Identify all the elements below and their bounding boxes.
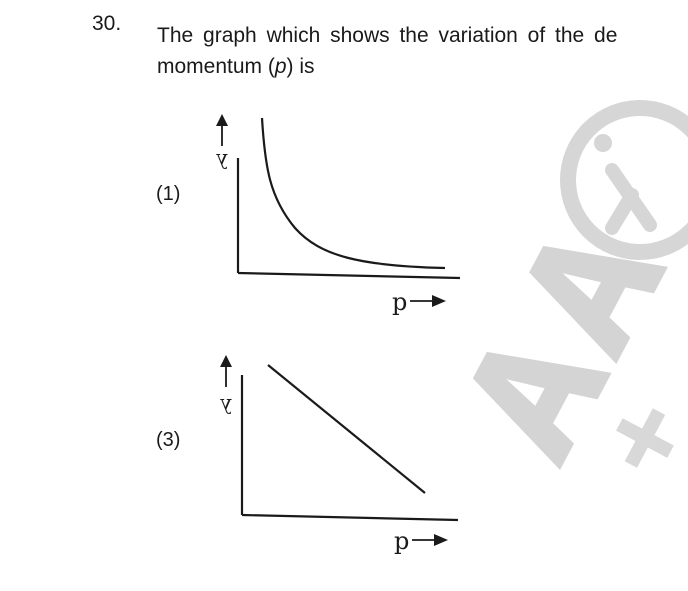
option-3-straight-line	[268, 365, 425, 493]
momentum-variable: p	[274, 55, 287, 78]
option-3-x-axis-symbol: p	[394, 527, 410, 555]
option-3-graph[interactable]	[200, 345, 470, 560]
option-1-right-arrow-icon	[432, 295, 446, 307]
option-3-label[interactable]: (3)	[156, 429, 181, 451]
question-line-2	[157, 51, 617, 82]
option-3-x-axis	[242, 515, 458, 520]
question-line-2-prefix: momentum (	[157, 55, 275, 78]
option-3-y-axis-symbol: λ	[219, 394, 233, 418]
option-1-y-axis-symbol: λ	[215, 149, 229, 173]
option-3-up-arrow-icon	[220, 355, 232, 367]
option-1-x-axis-symbol: p	[392, 288, 408, 316]
option-3-right-arrow-icon	[434, 534, 448, 546]
option-1-hyperbola-curve	[262, 118, 445, 268]
option-1-graph[interactable]	[200, 108, 470, 318]
option-1-up-arrow-icon	[216, 114, 228, 126]
question-number: 30.	[92, 12, 122, 35]
question-line-1: The graph which shows the variation of the de	[157, 24, 618, 47]
option-1-x-axis	[238, 273, 460, 278]
option-1-label[interactable]: (1)	[156, 183, 181, 205]
question-text	[157, 20, 617, 82]
question-line-2-suffix: ) is	[286, 55, 315, 78]
